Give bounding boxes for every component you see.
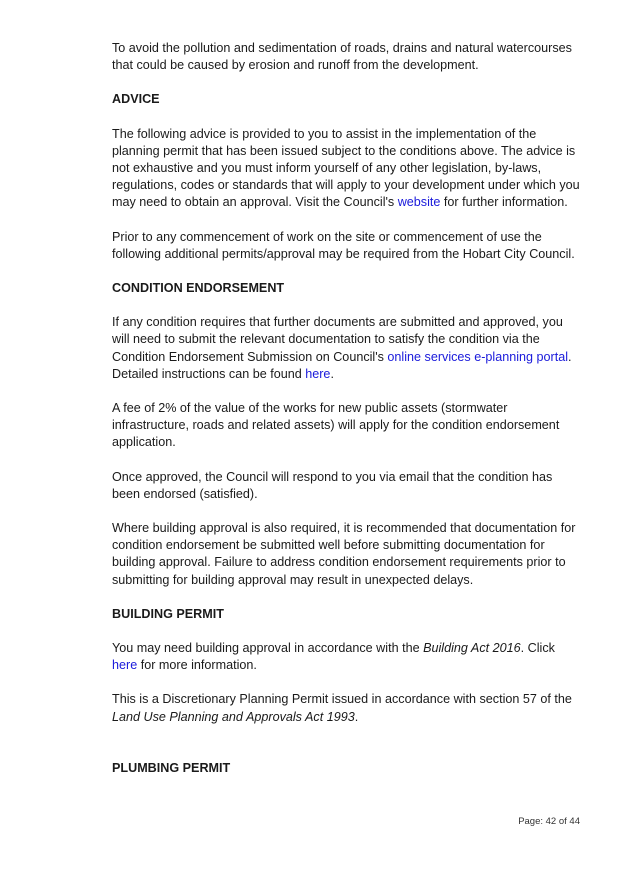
intro-text: To avoid the pollution and sedimentation of roads, drains and natural watercourses that could be caused by erosion and runoff from the development. [112,41,572,73]
building-act-title: Building Act 2016 [423,641,521,656]
condition-paragraph-2 [112,400,582,452]
advice-p1-text-a: The following advice is provided to you to assist in the implementation of the planning permit that has been issued subject to the conditions above. The advice is not exhaustive and you must inform yourself of any other legislation, by-laws, regulations, codes or standards that will apply to your development under which you may need to obtain an approval. Visit the Council's [112,126,580,210]
building-permit-heading: BUILDING PERMIT [112,606,224,621]
intro-paragraph [112,40,582,74]
building-p2-text-a: This is a Discretionary Planning Permit issued in accordance with section 57 of the [112,692,572,707]
building-p1-text-b: . Click [520,641,555,656]
condition-p4-text: Where building approval is also required, it is recommended that documentation for condition endorsement be submitted well before submitting documentation for building approval. Failure to address condition endorsement requirements prior to submitting for building approval may result in unexpected delays. [112,521,576,587]
page-number: Page: 42 of 44 [518,816,580,827]
website-link[interactable]: website [397,195,441,210]
condition-p1-text-b: . Detailed instructions can be found [112,349,572,381]
planning-act-title: Land Use Planning and Approvals Act 1993 [112,709,355,724]
building-info-here-link[interactable]: here [112,658,138,673]
condition-paragraph-3 [112,469,582,503]
building-p2-text-b: . [354,709,359,724]
advice-p1-text-b: for further information. [440,195,568,210]
document-body [112,40,582,794]
plumbing-permit-heading: PLUMBING PERMIT [112,760,231,775]
building-p1-text-c: for more information. [137,658,257,673]
condition-p3-text: Once approved, the Council will respond to you via email that the condition has been endorsed (satisfied). [112,469,553,501]
building-p1-text-a: You may need building approval in accordance with the [112,641,424,656]
advice-heading: ADVICE [112,92,160,107]
building-paragraph-1 [112,640,582,674]
condition-paragraph-4 [112,520,582,589]
instructions-here-link[interactable]: here [305,366,331,381]
advice-p2-text: Prior to any commencement of work on the site or commencement of use the following additional permits/approval may be required from the Hobart City Council. [112,229,575,261]
condition-p2-text: A fee of 2% of the value of the works for new public assets (stormwater infrastructure, roads and related assets) will apply for the condition endorsement application. [112,401,560,450]
e-planning-portal-link[interactable]: online services e-planning portal [387,349,569,364]
condition-p1-text-a: If any condition requires that further documents are submitted and approved, you will need to submit the relevant documentation to satisfy the condition via the Condition Endorsement Submission on Council's [112,315,563,364]
building-paragraph-2 [112,691,582,725]
advice-paragraph-2 [112,229,582,263]
advice-paragraph-1 [112,126,582,212]
condition-p1-text-c: . [330,366,334,381]
condition-paragraph-1 [112,314,582,383]
condition-endorsement-heading: CONDITION ENDORSEMENT [112,281,285,296]
